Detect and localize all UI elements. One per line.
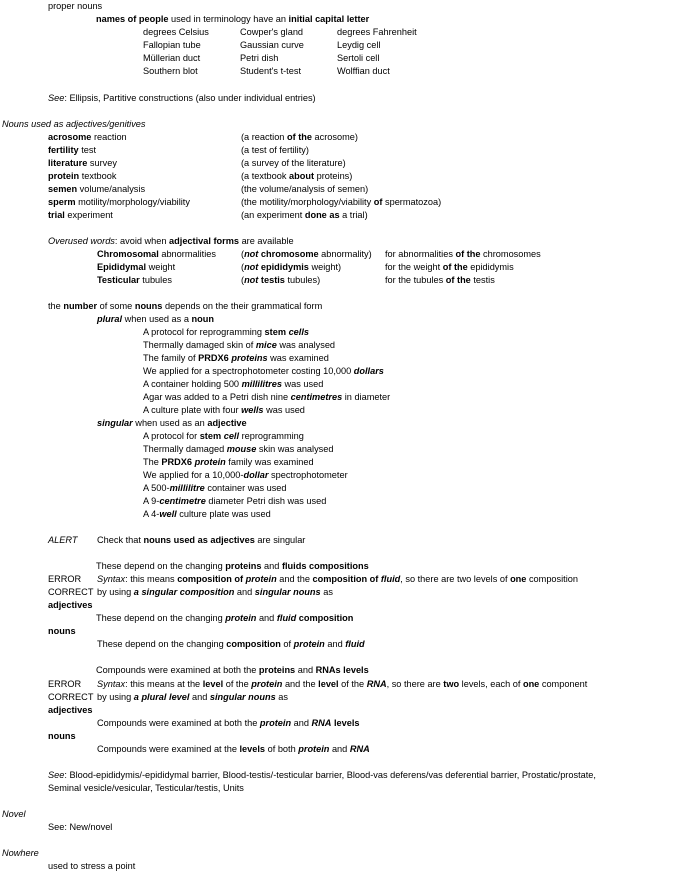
overused-alt: for the tubules of the testis <box>385 275 495 285</box>
section-heading: Nouns used as adjectives/genitives <box>2 119 146 129</box>
list-item: protein textbook <box>48 171 117 181</box>
example-line: A protocol for reprogramming stem cells <box>143 327 309 337</box>
nowhere-text: used to stress a point <box>48 861 136 871</box>
overused-not: (not testis tubules) <box>241 275 321 285</box>
list-item: sperm motility/morphology/viability <box>48 197 190 207</box>
list-item-explanation: (a reaction of the acrosome) <box>241 132 358 142</box>
example-line: Thermally damaged skin of mice was analysed <box>143 340 336 350</box>
grid-cell: Wolffian duct <box>337 66 390 76</box>
example-line: A container holding 500 millilitres was used <box>143 379 324 389</box>
overused-term: Chromosomal abnormalities <box>97 249 216 259</box>
adjectives-label: adjectives <box>48 600 93 610</box>
number-intro: the number of some nouns depends on the their grammatical form <box>48 301 323 311</box>
list-item: fertility test <box>48 145 97 155</box>
correct-explanation: by using a singular composition and singular nouns as <box>97 587 333 597</box>
list-item-explanation: (the volume/analysis of semen) <box>241 184 369 194</box>
see-also-line: See: Blood-epididymis/-epididymal barrier, Blood-testis/-testicular barrier, Blood-vas deferens/vas deferential barrier, Prostatic/prostate, <box>48 770 596 780</box>
grid-cell: Petri dish <box>240 53 279 63</box>
proper-nouns-heading: proper nouns <box>48 1 103 11</box>
grid-cell: degrees Celsius <box>143 27 209 37</box>
example-line: A protocol for stem cell reprogramming <box>143 431 304 441</box>
singular-heading: singular when used as an adjective <box>97 418 247 428</box>
list-item-explanation: (a survey of the literature) <box>241 158 346 168</box>
grid-cell: Sertoli cell <box>337 53 380 63</box>
fix-sentence: Compounds were examined at the levels of both protein and RNA <box>97 744 370 754</box>
grid-cell: degrees Fahrenheit <box>337 27 417 37</box>
fix-sentence: These depend on the changing protein and fluid composition <box>96 613 354 623</box>
fix-sentence: Compounds were examined at both the protein and RNA levels <box>97 718 360 728</box>
example-line: We applied for a 10,000-dollar spectrophotometer <box>143 470 348 480</box>
correct-label: CORRECT <box>48 587 94 597</box>
alert-text: Check that nouns used as adjectives are singular <box>97 535 306 545</box>
overused-not: (not epididymis weight) <box>241 262 342 272</box>
list-item: literature survey <box>48 158 117 168</box>
see-also-line: Seminal vesicle/vesicular, Testicular/testis, Units <box>48 783 244 793</box>
grid-cell: Southern blot <box>143 66 198 76</box>
example-line: A culture plate with four wells was used <box>143 405 305 415</box>
novel-see: See: New/novel <box>48 822 113 832</box>
see-line: See: Ellipsis, Partitive constructions (also under individual entries) <box>48 93 316 103</box>
grid-cell: Leydig cell <box>337 40 381 50</box>
list-item-explanation: (a test of fertility) <box>241 145 309 155</box>
overused-term: Testicular tubules <box>97 275 172 285</box>
grid-cell: Fallopian tube <box>143 40 201 50</box>
error-sentence: These depend on the changing proteins and fluids compositions <box>96 561 369 571</box>
example-line: A 9-centimetre diameter Petri dish was used <box>143 496 327 506</box>
entry-heading-nowhere: Nowhere <box>2 848 39 858</box>
error-sentence: Compounds were examined at both the proteins and RNAs levels <box>96 665 369 675</box>
list-item-explanation: (a textbook about proteins) <box>241 171 353 181</box>
example-line: A 500-millilitre container was used <box>143 483 287 493</box>
adjectives-label: adjectives <box>48 705 93 715</box>
example-line: The PRDX6 protein family was examined <box>143 457 314 467</box>
grid-cell: Gaussian curve <box>240 40 304 50</box>
example-line: Thermally damaged mouse skin was analysed <box>143 444 334 454</box>
correct-explanation: by using a plural level and singular nouns as <box>97 692 289 702</box>
example-line: The family of PRDX6 proteins was examined <box>143 353 329 363</box>
error-label: ERROR <box>48 574 82 584</box>
overused-not: (not chromosome abnormality) <box>241 249 372 259</box>
overused-alt: for abnormalities of the chromosomes <box>385 249 541 259</box>
grid-cell: Müllerian duct <box>143 53 201 63</box>
overused-alt: for the weight of the epididymis <box>385 262 514 272</box>
overused-term: Epididymal weight <box>97 262 176 272</box>
example-line: A 4-well culture plate was used <box>143 509 271 519</box>
example-line: Agar was added to a Petri dish nine centimetres in diameter <box>143 392 391 402</box>
syntax-explanation: Syntax: this means at the level of the protein and the level of the RNA, so there are two levels, each of one component <box>97 679 588 689</box>
grid-cell: Student's t-test <box>240 66 301 76</box>
list-item-explanation: (an experiment done as a trial) <box>241 210 368 220</box>
list-item-explanation: (the motility/morphology/viability of spermatozoa) <box>241 197 442 207</box>
overused-intro: Overused words: avoid when adjectival forms are available <box>48 236 294 246</box>
error-label: ERROR <box>48 679 82 689</box>
alert-label: ALERT <box>48 535 78 545</box>
entry-heading-novel: Novel <box>2 809 26 819</box>
nouns-label: nouns <box>48 731 76 741</box>
plural-heading: plural when used as a noun <box>97 314 214 324</box>
fix-sentence: These depend on the changing composition of protein and fluid <box>97 639 365 649</box>
list-item: trial experiment <box>48 210 113 220</box>
syntax-explanation: Syntax: this means composition of protein and the composition of fluid, so there are two levels of one composition <box>97 574 578 584</box>
example-line: We applied for a spectrophotometer costing 10,000 dollars <box>143 366 384 376</box>
list-item: acrosome reaction <box>48 132 127 142</box>
list-item: semen volume/analysis <box>48 184 146 194</box>
grid-cell: Cowper's gland <box>240 27 304 37</box>
correct-label: CORRECT <box>48 692 94 702</box>
proper-nouns-rule: names of people used in terminology have an initial capital letter <box>96 14 370 24</box>
nouns-label: nouns <box>48 626 76 636</box>
